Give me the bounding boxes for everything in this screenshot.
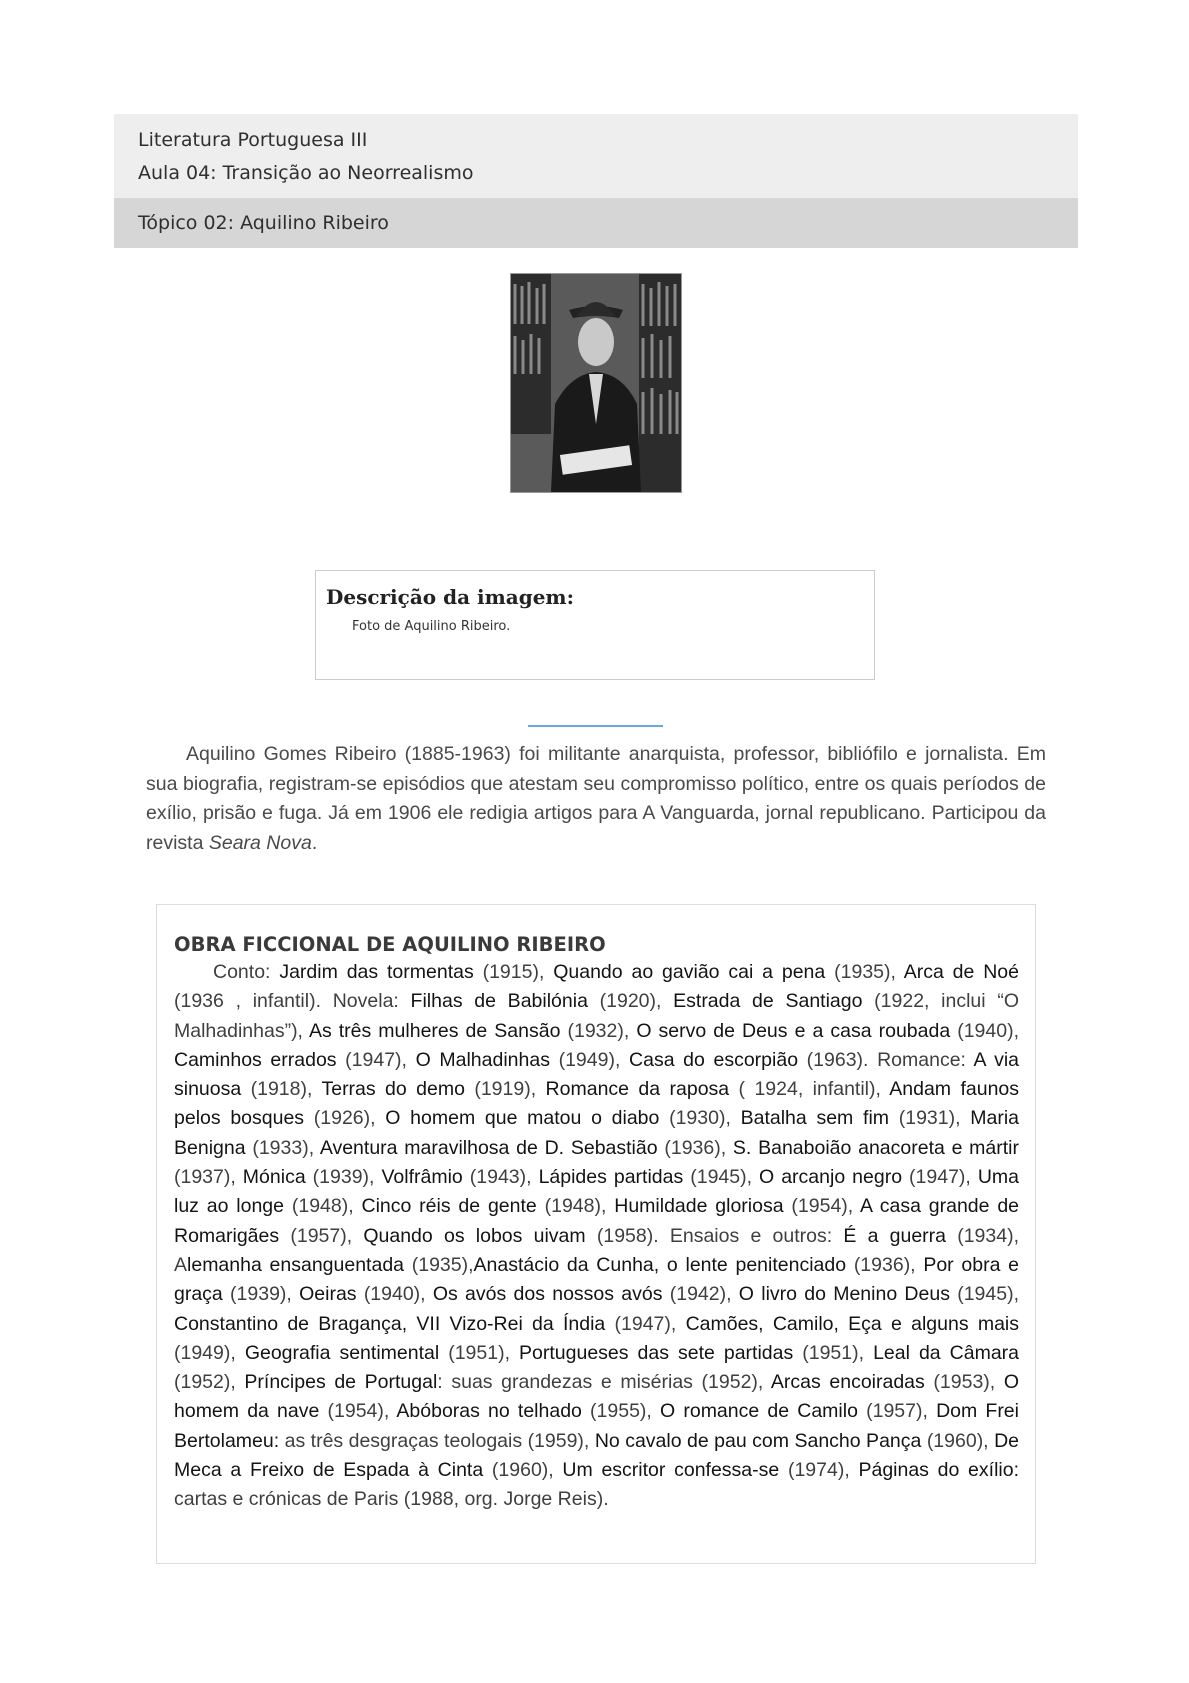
work-title: O homem que matou o diabo: [385, 1107, 660, 1130]
work-title: Casa do escorpião: [629, 1048, 799, 1071]
work-title: Cinco réis de gente: [361, 1195, 537, 1218]
work-title: Por obra e graça: [174, 1253, 1019, 1306]
works-text: : suas grandezas e misérias (1952),: [437, 1371, 771, 1394]
lesson-title: Aula 04: Transição ao Neorrealismo: [138, 162, 474, 184]
intro-text: Aquilino Gomes Ribeiro (1885-1963) foi militante anarquista, professor, bibliófilo e jornalista. Em sua biografia, registram-se episódios que atestam seu compromisso político, entre os quais períodos de exílio, prisão e fuga. Já em 1906 ele redigia artigos para A Vanguarda, jornal republicano. Participou da revista: [146, 743, 1046, 854]
works-text: (1945),: [949, 1283, 1020, 1306]
works-text: (1931),: [889, 1107, 971, 1130]
work-title: Quando ao gavião cai a pena: [553, 961, 826, 983]
work-title: As três mulheres de Sansão: [308, 1019, 561, 1042]
works-text: (1939),: [305, 1166, 382, 1189]
work-title: O arcanjo negro: [759, 1166, 903, 1189]
work-title: Mónica: [242, 1166, 306, 1189]
course-title: Literatura Portuguesa III: [138, 129, 368, 151]
journal-name: Seara Nova: [208, 831, 312, 854]
page-header: [114, 114, 1078, 248]
works-text: as três desgraças teologais (1959),: [279, 1429, 595, 1452]
works-text: ( 1924, infantil),: [729, 1078, 890, 1101]
works-text: (1953),: [924, 1371, 1004, 1394]
work-title: S. Banaboião anacoreta e mártir: [732, 1136, 1020, 1159]
works-text: (1937),: [174, 1166, 243, 1189]
works-text: (1932),: [560, 1019, 637, 1042]
work-title: O livro do Menino Deus: [738, 1283, 950, 1306]
works-text: (1949),: [549, 1048, 630, 1071]
works-text: (1933),: [245, 1136, 320, 1159]
works-text: cartas e crónicas de Paris (1988, org. Jorge Reis).: [174, 1488, 609, 1511]
work-title: Príncipes de Portugal: [244, 1371, 438, 1394]
work-title: Arcas encoiradas: [770, 1371, 925, 1394]
works-text: (1955),: [581, 1400, 661, 1423]
works-text: (1960),: [921, 1429, 995, 1452]
work-title: Estrada de Santiago: [673, 990, 863, 1013]
work-title: O romance de Camilo: [660, 1400, 858, 1423]
works-text: (1915),: [473, 961, 554, 983]
work-title: Filhas de Babilónia: [410, 990, 588, 1013]
image-description-box: [315, 570, 875, 680]
work-title: Leal da Câmara: [873, 1341, 1020, 1364]
work-title: Portugueses das sete partidas: [519, 1341, 794, 1364]
work-title: O homem da nave: [174, 1371, 1019, 1423]
work-title: Volfrâmio: [381, 1166, 463, 1189]
work-title: No cavalo de pau com Sancho Pança: [594, 1429, 922, 1452]
works-text: (1935),: [825, 961, 904, 983]
image-description-text: Foto de Aquilino Ribeiro.: [352, 619, 511, 634]
work-title: Abóboras no telhado: [396, 1400, 582, 1423]
works-text: (1918),: [241, 1078, 322, 1101]
work-title: Jardim das tormentas: [279, 961, 474, 983]
work-title: O Malhadinhas: [415, 1048, 550, 1071]
works-text: Conto:: [213, 961, 280, 983]
works-text: (1947),: [605, 1312, 686, 1335]
works-list: [174, 958, 1019, 1515]
image-description-title: Descrição da imagem:: [326, 585, 574, 609]
works-text: (1922, inclui “O Malhadinhas”),: [174, 990, 1019, 1042]
works-text: (1936),: [657, 1136, 733, 1159]
work-title: Camões, Camilo, Eça e alguns mais: [685, 1312, 1019, 1335]
works-text: (1949),: [174, 1341, 245, 1364]
intro-paragraph: [146, 740, 1046, 858]
intro-end: .: [311, 831, 318, 854]
works-text: (1936 , infantil). Novela:: [174, 990, 411, 1013]
works-text: (1960),: [483, 1459, 563, 1482]
works-text: (1940),: [356, 1283, 433, 1306]
work-title: Caminhos errados: [174, 1048, 337, 1071]
works-text: (1974),: [779, 1459, 859, 1482]
works-text: (1936),: [846, 1253, 924, 1276]
work-title: lemanha ensanguentada: [187, 1253, 405, 1276]
work-title: A casa grande de Romarigães: [174, 1195, 1020, 1247]
works-text: (1952),: [174, 1371, 245, 1394]
work-title: Andam faunos pelos bosques: [174, 1078, 1020, 1130]
works-text: (1954),: [783, 1195, 860, 1218]
work-title: Batalha sem fim: [740, 1107, 890, 1130]
work-title: Uma luz ao longe: [174, 1166, 1020, 1218]
work-title: Geografia sentimental: [244, 1341, 440, 1364]
works-text: (1951),: [439, 1341, 520, 1364]
work-title: Romance da raposa: [545, 1078, 730, 1101]
fiction-works-box: [156, 904, 1036, 1564]
works-text: (1943),: [462, 1166, 539, 1189]
work-title: É a guerra: [843, 1224, 946, 1247]
works-text: (1935),: [404, 1253, 474, 1276]
works-text: (1939),: [222, 1283, 300, 1306]
works-text: (1958). Ensaios e outros:: [585, 1224, 844, 1247]
work-title: Anastácio da Cunha, o lente penitenciado: [473, 1253, 847, 1276]
section-divider: [528, 725, 663, 727]
work-title: Quando os lobos uivam: [363, 1224, 586, 1247]
work-title: Aventura maravilhosa de D. Sebastião: [319, 1136, 658, 1159]
work-title: Um escritor confessa-se: [562, 1459, 780, 1482]
works-text: (1930),: [659, 1107, 741, 1130]
works-text: (1919),: [464, 1078, 546, 1101]
work-title: Dom Frei Bertolameu:: [174, 1400, 1019, 1452]
work-title: Arca de Noé: [903, 961, 1019, 983]
work-title: Lápides partidas: [538, 1166, 684, 1189]
works-text: (1954),: [319, 1400, 397, 1423]
topic-title: Tópico 02: Aquilino Ribeiro: [114, 198, 1078, 248]
work-title: Páginas do exílio:: [858, 1459, 1019, 1482]
work-title: A via sinuosa: [174, 1048, 1020, 1101]
author-photo: [510, 273, 682, 493]
work-title: Os avós dos nossos avós: [432, 1283, 663, 1306]
work-title: O servo de Deus e a casa roubada: [636, 1019, 951, 1042]
works-text: (1940),: [950, 1019, 1020, 1042]
works-text: (1951),: [793, 1341, 874, 1364]
works-text: (1957),: [857, 1400, 937, 1423]
header-course-block: [114, 114, 1078, 198]
work-title: De Meca a Freixo de Espada à Cinta: [174, 1429, 1019, 1482]
work-title: Humildade gloriosa: [614, 1195, 784, 1218]
works-text: (1947),: [336, 1048, 416, 1071]
works-text: (1920),: [587, 990, 674, 1013]
author-photo-illustration: [511, 274, 681, 492]
works-text: (1948),: [536, 1195, 615, 1218]
work-title: Terras do demo: [321, 1078, 465, 1101]
works-text: (1948),: [284, 1195, 362, 1218]
work-title: Constantino de Bragança, VII Vizo-Rei da Índia: [174, 1312, 606, 1335]
works-text: (1957),: [279, 1224, 364, 1247]
works-text: (1947),: [902, 1166, 978, 1189]
work-title: Maria Benigna: [174, 1107, 1020, 1159]
works-text: (1926),: [304, 1107, 386, 1130]
works-title: OBRA FICCIONAL DE AQUILINO RIBEIRO: [174, 933, 606, 956]
works-text: (1963). Romance:: [798, 1048, 974, 1071]
works-text: (1942),: [662, 1283, 739, 1306]
work-title: Oeiras: [299, 1283, 357, 1306]
works-text: (1934), A: [174, 1224, 1020, 1276]
works-text: (1945),: [683, 1166, 760, 1189]
